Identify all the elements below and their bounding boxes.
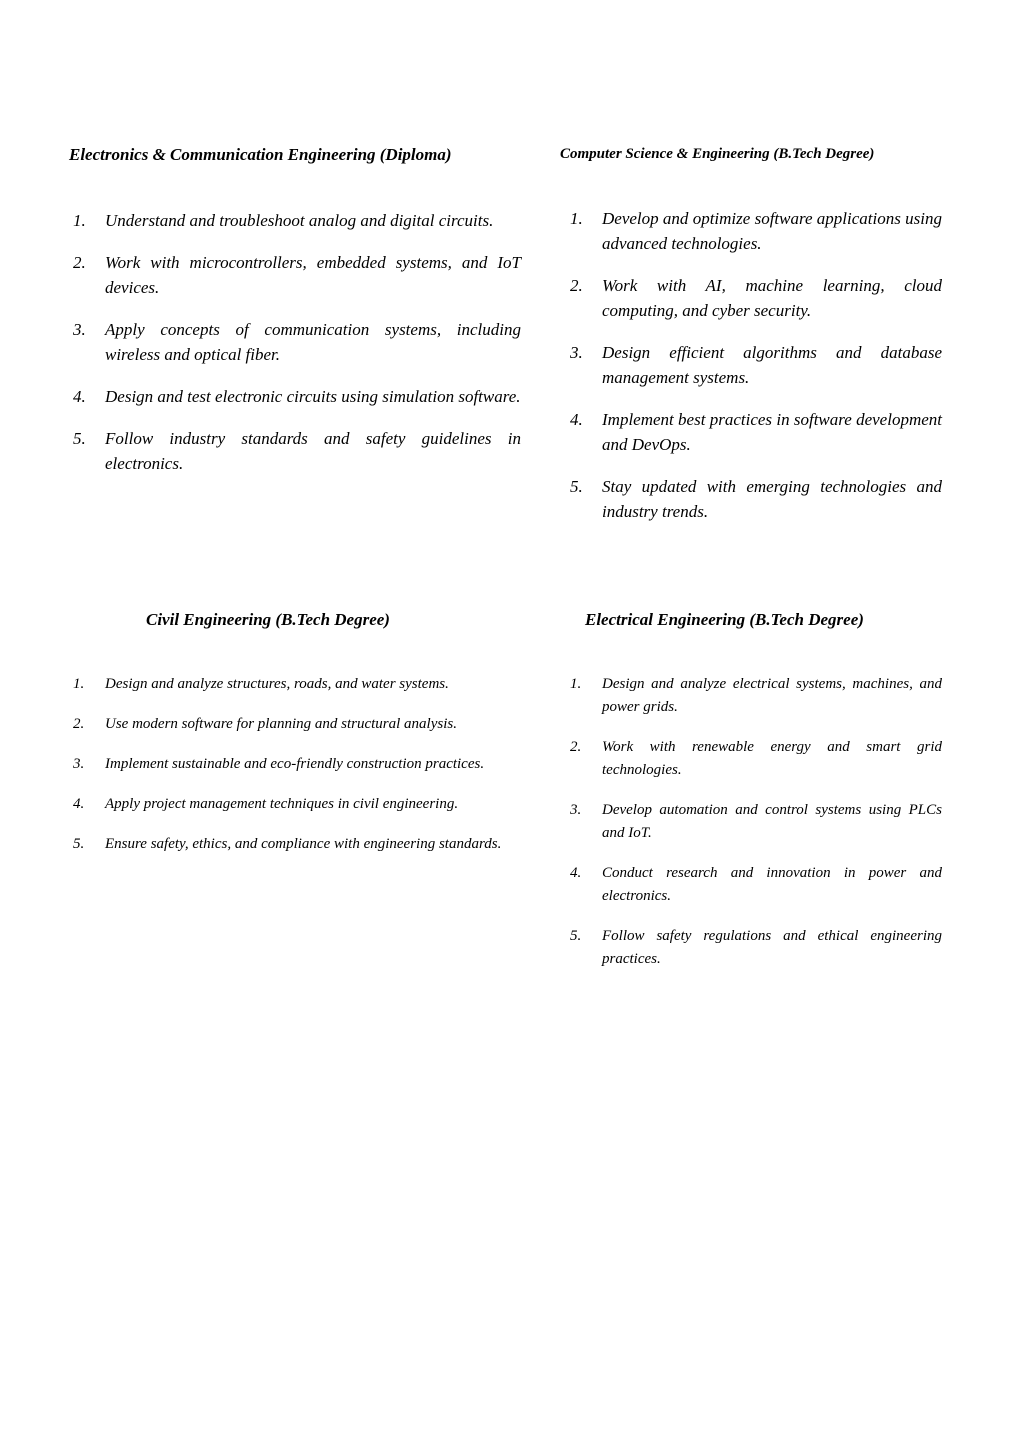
item-text: Develop automation and control systems using PLCs and IoT. <box>602 802 942 841</box>
item-number: 1. <box>570 209 583 228</box>
item-text: Work with AI, machine learning, cloud computing, and cyber security. <box>602 276 942 320</box>
outcomes-list <box>73 673 521 873</box>
item-number: 3. <box>73 756 85 772</box>
list-item <box>570 474 942 524</box>
item-text: Develop and optimize software applications using advanced technologies. <box>602 209 942 253</box>
list-item <box>73 713 521 736</box>
list-item <box>73 317 521 367</box>
item-number: 5. <box>570 928 582 944</box>
item-text: Design and test electronic circuits using simulation software. <box>105 387 521 406</box>
outcomes-list <box>570 673 942 988</box>
list-item <box>73 753 521 776</box>
item-number: 4. <box>570 410 583 429</box>
list-item <box>73 426 521 476</box>
item-number: 2. <box>570 739 582 755</box>
list-item <box>570 673 942 719</box>
item-number: 4. <box>73 796 85 812</box>
item-number: 3. <box>570 343 583 362</box>
section-heading: Civil Engineering (B.Tech Degree) <box>146 610 390 629</box>
outcomes-list <box>73 208 521 493</box>
item-text: Apply project management techniques in civil engineering. <box>105 796 459 812</box>
list-item <box>73 793 521 816</box>
list-item <box>73 250 521 300</box>
item-number: 1. <box>570 676 582 692</box>
item-text: Follow safety regulations and ethical engineering practices. <box>602 928 942 967</box>
item-text: Work with renewable energy and smart grid technologies. <box>602 739 942 778</box>
section-heading: Electrical Engineering (B.Tech Degree) <box>585 610 864 629</box>
item-text: Work with microcontrollers, embedded systems, and IoT devices. <box>105 253 521 297</box>
item-number: 3. <box>73 320 86 339</box>
item-text: Apply concepts of communication systems, including wireless and optical fiber. <box>105 320 521 364</box>
item-number: 3. <box>570 802 582 818</box>
item-number: 2. <box>570 276 583 295</box>
item-number: 1. <box>73 676 85 692</box>
list-item <box>570 340 942 390</box>
list-item <box>73 673 521 696</box>
item-text: Conduct research and innovation in power and electronics. <box>602 865 942 904</box>
list-item <box>570 273 942 323</box>
item-text: Design efficient algorithms and database management systems. <box>602 343 942 387</box>
item-number: 5. <box>73 429 86 448</box>
list-item <box>570 799 942 845</box>
list-item <box>570 925 942 971</box>
item-number: 2. <box>73 253 86 272</box>
item-number: 5. <box>570 477 583 496</box>
item-text: Understand and troubleshoot analog and digital circuits. <box>105 211 494 230</box>
item-text: Use modern software for planning and structural analysis. <box>105 716 457 732</box>
item-text: Design and analyze structures, roads, and water systems. <box>105 676 449 692</box>
item-text: Follow industry standards and safety guidelines in electronics. <box>105 429 521 473</box>
list-item <box>570 206 942 256</box>
item-text: Implement sustainable and eco-friendly construction practices. <box>105 756 485 772</box>
section-heading: Electronics & Communication Engineering (Diploma) <box>69 145 452 164</box>
list-item <box>570 862 942 908</box>
item-text: Ensure safety, ethics, and compliance with engineering standards. <box>105 836 502 852</box>
item-number: 1. <box>73 211 86 230</box>
list-item <box>73 208 521 233</box>
list-item <box>73 384 521 409</box>
list-item <box>570 407 942 457</box>
item-text: Design and analyze electrical systems, machines, and power grids. <box>602 676 942 715</box>
item-number: 2. <box>73 716 85 732</box>
section-heading: Computer Science & Engineering (B.Tech Degree) <box>560 146 875 162</box>
item-number: 4. <box>73 387 86 406</box>
item-text: Implement best practices in software development and DevOps. <box>602 410 942 454</box>
list-item <box>570 736 942 782</box>
list-item <box>73 833 521 856</box>
outcomes-list <box>570 206 942 541</box>
item-text: Stay updated with emerging technologies and industry trends. <box>602 477 942 521</box>
item-number: 4. <box>570 865 582 881</box>
item-number: 5. <box>73 836 85 852</box>
